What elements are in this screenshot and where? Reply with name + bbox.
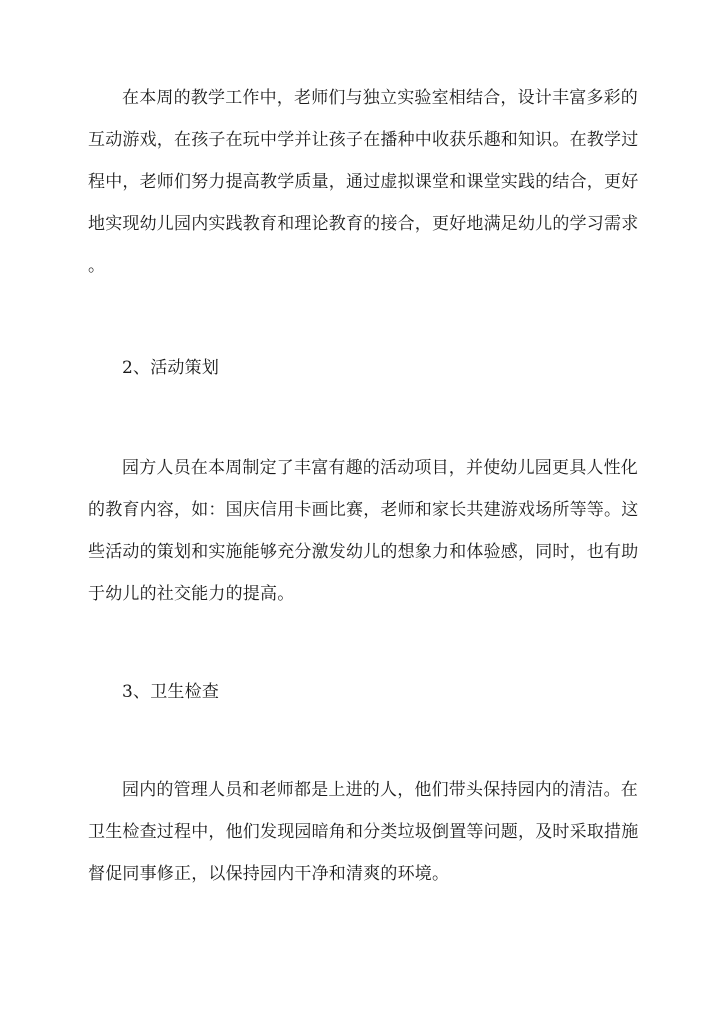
paragraph-line: 。 [88, 256, 106, 276]
paragraph-line: 卫生检查过程中，他们发现园暗角和分类垃圾倒置等问题，及时采取措施 [88, 822, 639, 842]
paragraph-line: 些活动的策划和实施能够充分激发幼儿的想象力和体验感，同时，也有助 [88, 542, 639, 562]
paragraph-line: 园方人员在本周制定了丰富有趣的活动项目，并使幼儿园更具人性化 [122, 458, 638, 478]
section-heading-hygiene-inspection: 3、卫生检查 [122, 682, 220, 702]
paragraph-line: 于幼儿的社交能力的提高。 [88, 584, 295, 604]
section-heading-activity-planning: 2、活动策划 [122, 358, 220, 378]
paragraph-line: 地实现幼儿园内实践教育和理论教育的接合，更好地满足幼儿的学习需求 [88, 214, 639, 234]
paragraph-line: 督促同事修正，以保持园内干净和清爽的环境。 [88, 864, 450, 884]
paragraph-line: 互动游戏，在孩子在玩中学并让孩子在播种中收获乐趣和知识。在教学过 [88, 130, 639, 150]
paragraph-line: 在本周的教学工作中，老师们与独立实验室相结合，设计丰富多彩的 [122, 88, 638, 108]
paragraph-line: 的教育内容，如：国庆信用卡画比赛，老师和家长共建游戏场所等等。这 [88, 500, 639, 520]
paragraph-line: 程中，老师们努力提高教学质量，通过虚拟课堂和课堂实践的结合，更好 [88, 172, 639, 192]
paragraph-line: 园内的管理人员和老师都是上进的人，他们带头保持园内的清洁。在 [122, 780, 638, 800]
